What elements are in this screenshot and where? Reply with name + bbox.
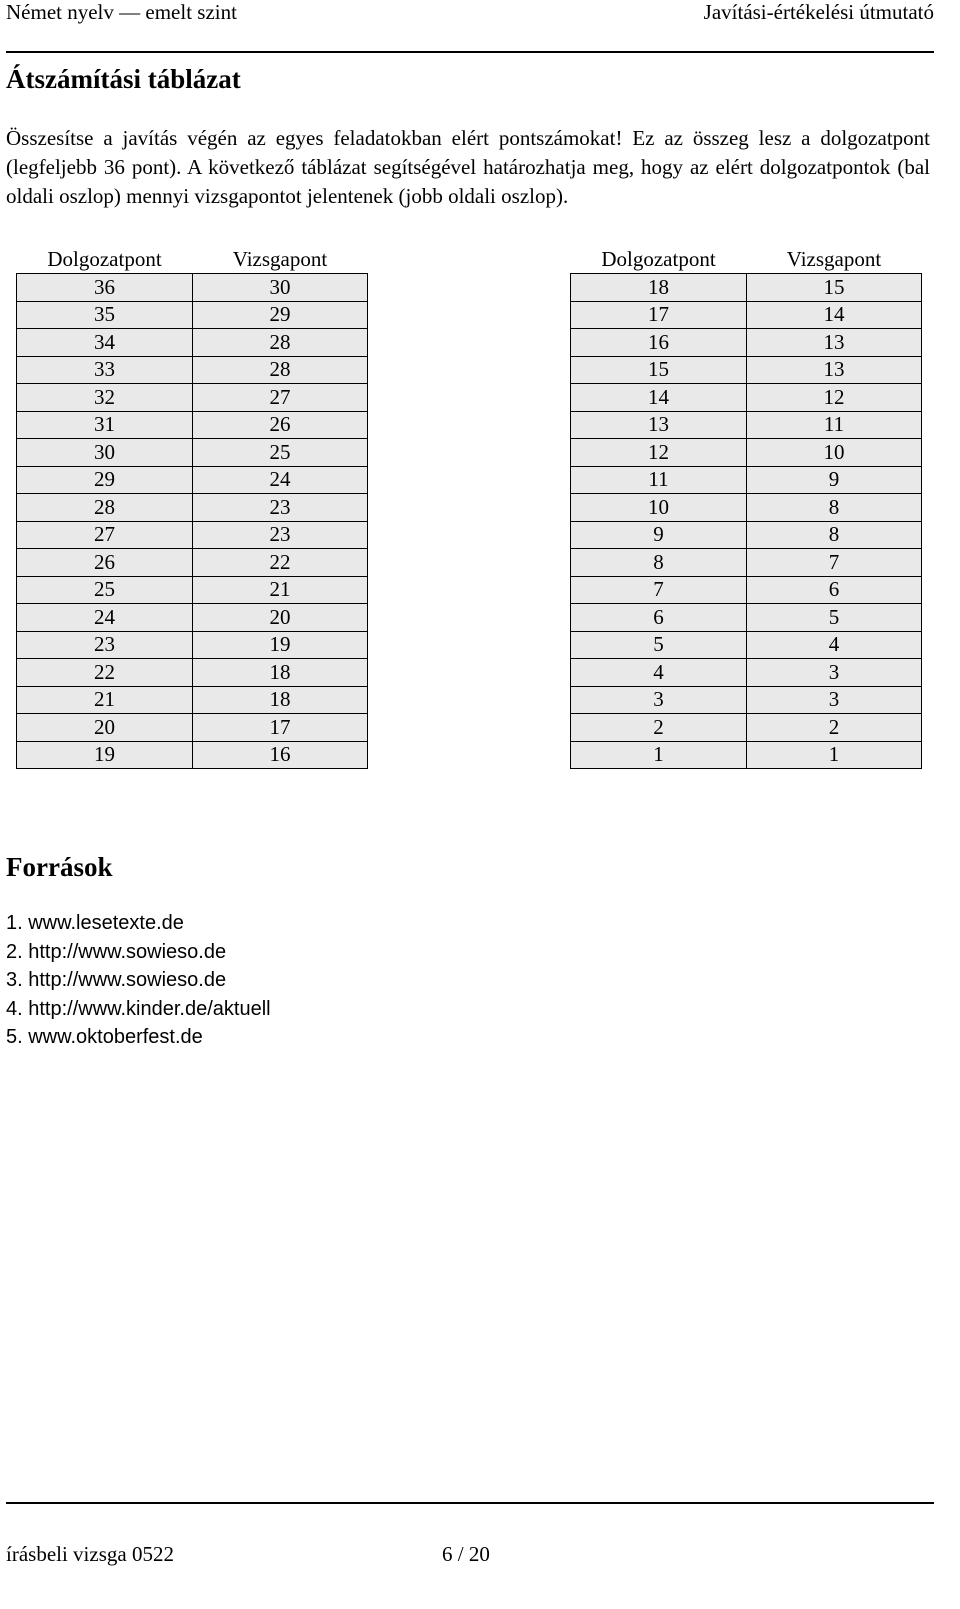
table-row (571, 659, 922, 687)
vizsgapont-cell: 16 (193, 741, 368, 769)
source-item: 3. http://www.sowieso.de (6, 969, 227, 991)
table-row (17, 549, 368, 577)
dolgozatpont-cell: 22 (17, 659, 193, 687)
vizsgapont-cell: 26 (193, 411, 368, 439)
dolgozatpont-cell: 24 (17, 604, 193, 632)
dolgozatpont-cell: 28 (17, 494, 193, 522)
table-row (571, 604, 922, 632)
dolgozatpont-cell: 25 (17, 576, 193, 604)
table-row (571, 521, 922, 549)
dolgozatpont-cell: 23 (17, 631, 193, 659)
table-row (571, 576, 922, 604)
vizsgapont-cell: 9 (747, 466, 922, 494)
vizsgapont-cell: 10 (747, 439, 922, 467)
dolgozatpont-cell: 8 (571, 549, 747, 577)
dolgozatpont-cell: 26 (17, 549, 193, 577)
table-row (17, 741, 368, 769)
vizsgapont-cell: 18 (193, 686, 368, 714)
table-row (17, 384, 368, 412)
vizsgapont-cell: 12 (747, 384, 922, 412)
table-row (17, 604, 368, 632)
table-row (17, 659, 368, 687)
vizsgapont-cell: 13 (747, 329, 922, 357)
vizsgapont-cell: 7 (747, 549, 922, 577)
footer-divider (6, 1502, 934, 1504)
vizsgapont-cell: 27 (193, 384, 368, 412)
vizsgapont-cell: 8 (747, 521, 922, 549)
vizsgapont-cell: 24 (193, 466, 368, 494)
dolgozatpont-cell: 4 (571, 659, 747, 687)
vizsgapont-cell: 28 (193, 329, 368, 357)
column-header-vizsgapont: Vizsgapont (193, 246, 368, 274)
vizsgapont-cell: 17 (193, 714, 368, 742)
header-doc-type: Javítási-értékelési útmutató (703, 0, 934, 24)
vizsgapont-cell: 19 (193, 631, 368, 659)
table-row (17, 439, 368, 467)
dolgozatpont-cell: 27 (17, 521, 193, 549)
table-row (571, 686, 922, 714)
dolgozatpont-cell: 35 (17, 301, 193, 329)
table-row (17, 494, 368, 522)
conversion-table-left (16, 246, 368, 769)
table-body (17, 274, 368, 769)
vizsgapont-cell: 22 (193, 549, 368, 577)
dolgozatpont-cell: 32 (17, 384, 193, 412)
table-body (571, 274, 922, 769)
vizsgapont-cell: 29 (193, 301, 368, 329)
vizsgapont-cell: 2 (747, 714, 922, 742)
table-row (571, 329, 922, 357)
source-item: 4. http://www.kinder.de/aktuell (6, 997, 271, 1020)
table-row (571, 384, 922, 412)
dolgozatpont-cell: 7 (571, 576, 747, 604)
dolgozatpont-cell: 1 (571, 741, 747, 769)
dolgozatpont-cell: 19 (17, 741, 193, 769)
table-row (571, 274, 922, 302)
table-row (17, 301, 368, 329)
vizsgapont-cell: 3 (747, 686, 922, 714)
table-row (17, 466, 368, 494)
table-row (17, 356, 368, 384)
table-header-row (17, 246, 368, 274)
header-divider (6, 51, 934, 53)
section-title: Átszámítási táblázat (6, 64, 241, 94)
dolgozatpont-cell: 10 (571, 494, 747, 522)
vizsgapont-cell: 14 (747, 301, 922, 329)
dolgozatpont-cell: 30 (17, 439, 193, 467)
vizsgapont-cell: 8 (747, 494, 922, 522)
table-row (571, 356, 922, 384)
dolgozatpont-cell: 9 (571, 521, 747, 549)
table-row (571, 714, 922, 742)
dolgozatpont-cell: 20 (17, 714, 193, 742)
vizsgapont-cell: 21 (193, 576, 368, 604)
dolgozatpont-cell: 29 (17, 466, 193, 494)
sources-title: Források (6, 852, 113, 882)
source-item: 2. http://www.sowieso.de (6, 940, 227, 963)
source-item: 1. www.lesetexte.de (6, 912, 184, 934)
sources-list (6, 909, 271, 1052)
table-row (571, 301, 922, 329)
dolgozatpont-cell: 34 (17, 329, 193, 357)
table-row (571, 741, 922, 769)
vizsgapont-cell: 6 (747, 576, 922, 604)
header-subject: Német nyelv — emelt szint (6, 0, 237, 24)
vizsgapont-cell: 28 (193, 356, 368, 384)
vizsgapont-cell: 30 (193, 274, 368, 302)
dolgozatpont-cell: 16 (571, 329, 747, 357)
table-row (571, 494, 922, 522)
dolgozatpont-cell: 11 (571, 466, 747, 494)
intro-paragraph: Összesítse a javítás végén az egyes feladatokban elért pontszámokat! Ez az összeg lesz a dolgozatpont (legfeljebb 36 pont). A következő táblázat segítségével határozhatja meg, hogy az elért dolgozatpontok (bal oldali oszlop) mennyi vizsgapontot jelentenek (jobb oldali oszlop). (6, 126, 930, 208)
page-number: 6 / 20 (442, 1542, 490, 1566)
dolgozatpont-cell: 13 (571, 411, 747, 439)
column-header-dolgozatpont: Dolgozatpont (571, 246, 747, 274)
table-row (17, 411, 368, 439)
dolgozatpont-cell: 21 (17, 686, 193, 714)
footer-exam-code: írásbeli vizsga 0522 (6, 1542, 174, 1566)
dolgozatpont-cell: 6 (571, 604, 747, 632)
table-row (571, 631, 922, 659)
vizsgapont-cell: 5 (747, 604, 922, 632)
dolgozatpont-cell: 17 (571, 301, 747, 329)
table-row (17, 714, 368, 742)
vizsgapont-cell: 3 (747, 659, 922, 687)
dolgozatpont-cell: 15 (571, 356, 747, 384)
table-row (571, 549, 922, 577)
vizsgapont-cell: 23 (193, 494, 368, 522)
dolgozatpont-cell: 3 (571, 686, 747, 714)
vizsgapont-cell: 1 (747, 741, 922, 769)
conversion-table-right (570, 246, 922, 769)
table-row (17, 521, 368, 549)
table-row (17, 686, 368, 714)
dolgozatpont-cell: 2 (571, 714, 747, 742)
vizsgapont-cell: 13 (747, 356, 922, 384)
table-row (571, 466, 922, 494)
vizsgapont-cell: 20 (193, 604, 368, 632)
vizsgapont-cell: 25 (193, 439, 368, 467)
column-header-dolgozatpont: Dolgozatpont (17, 246, 193, 274)
table-row (17, 576, 368, 604)
dolgozatpont-cell: 12 (571, 439, 747, 467)
dolgozatpont-cell: 33 (17, 356, 193, 384)
dolgozatpont-cell: 31 (17, 411, 193, 439)
vizsgapont-cell: 23 (193, 521, 368, 549)
table-row (17, 329, 368, 357)
column-header-vizsgapont: Vizsgapont (747, 246, 922, 274)
source-item: 5. www.oktoberfest.de (6, 1026, 203, 1048)
vizsgapont-cell: 15 (747, 274, 922, 302)
dolgozatpont-cell: 18 (571, 274, 747, 302)
vizsgapont-cell: 4 (747, 631, 922, 659)
table-row (571, 411, 922, 439)
table-row (17, 274, 368, 302)
vizsgapont-cell: 11 (747, 411, 922, 439)
dolgozatpont-cell: 5 (571, 631, 747, 659)
table-row (17, 631, 368, 659)
dolgozatpont-cell: 36 (17, 274, 193, 302)
vizsgapont-cell: 18 (193, 659, 368, 687)
dolgozatpont-cell: 14 (571, 384, 747, 412)
table-row (571, 439, 922, 467)
table-header-row (571, 246, 922, 274)
